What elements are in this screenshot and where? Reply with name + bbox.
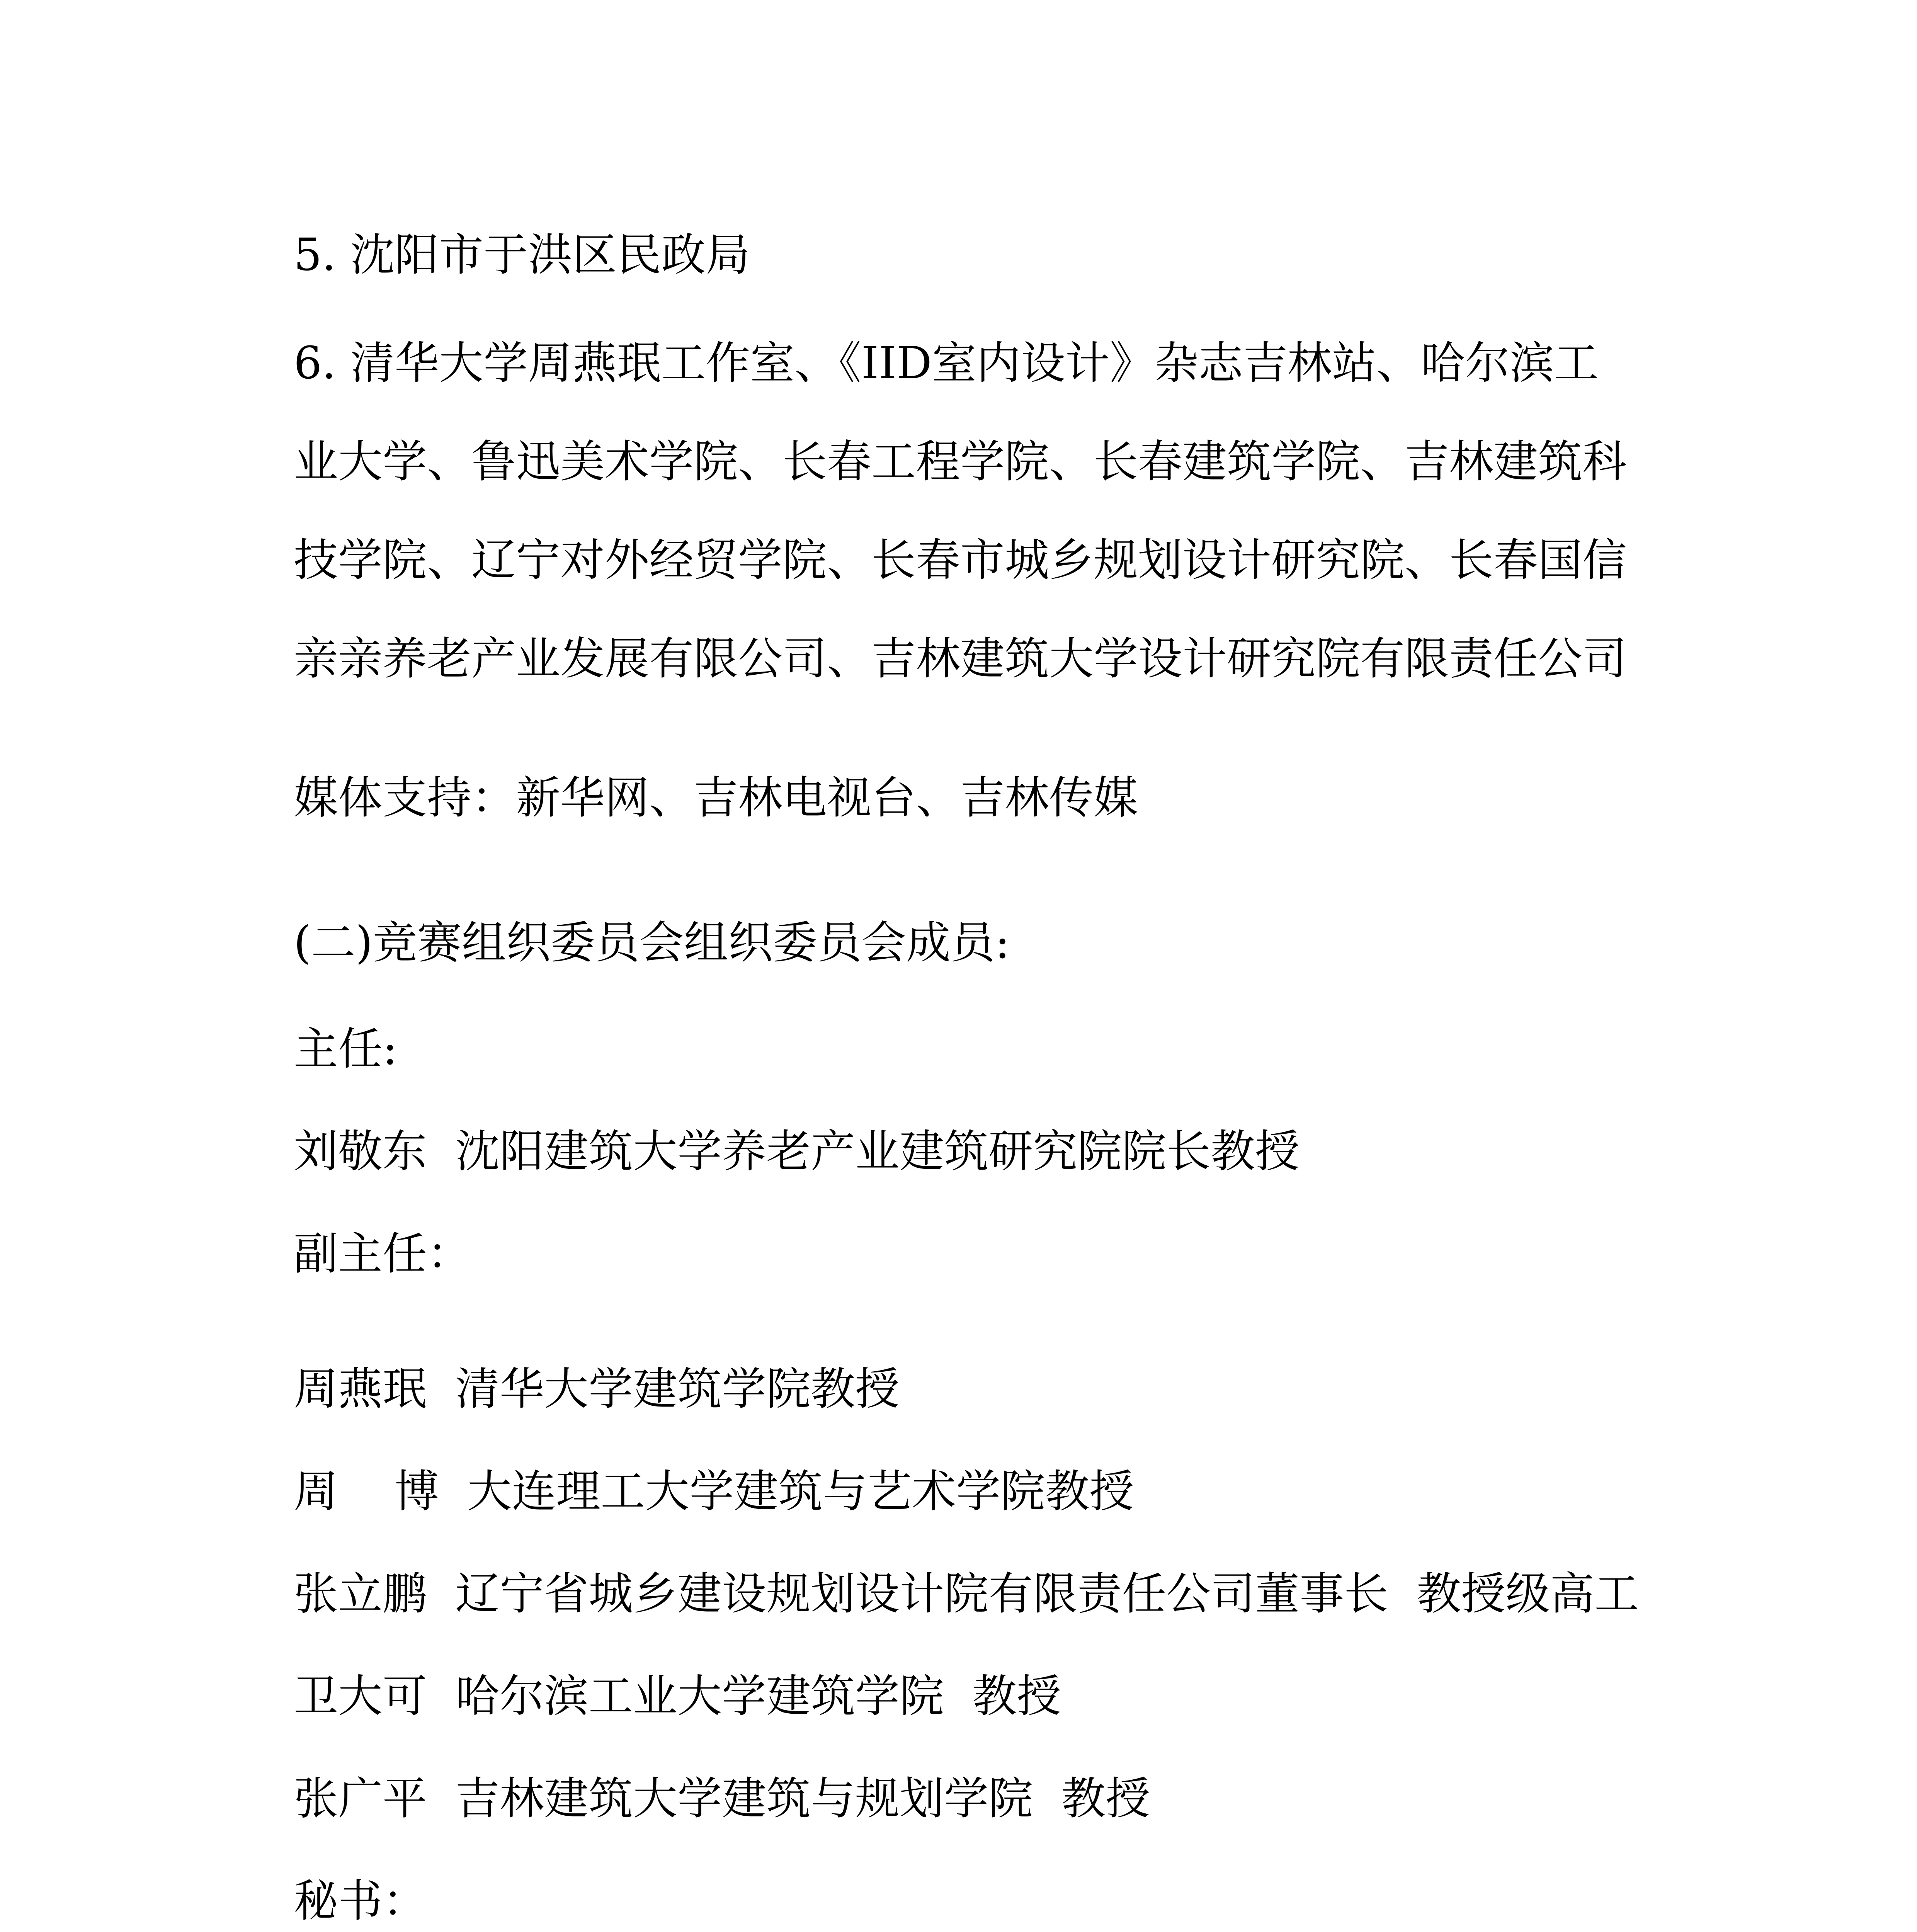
secretary-label: 秘书： bbox=[294, 1875, 427, 1927]
deputy-entry-1: 周燕珉 清华大学建筑学院教授 bbox=[294, 1363, 900, 1415]
deputy-entry-3: 张立鹏 辽宁省城乡建设规划设计院有限责任公司董事长 教授级高工 bbox=[294, 1568, 1639, 1620]
sponsor-item-6-line-1: 6. 清华大学周燕珉工作室、《IID室内设计》杂志吉林站、哈尔滨工 bbox=[294, 337, 1599, 389]
deputy-entry-2: 周 博 大连理工大学建筑与艺术学院教授 bbox=[294, 1466, 1134, 1517]
deputy-entry-4: 卫大可 哈尔滨工业大学建筑学院 教授 bbox=[294, 1670, 1061, 1722]
sponsor-item-5: 5. 沈阳市于洪区民政局 bbox=[294, 229, 750, 281]
sponsor-item-6-line-2: 业大学、鲁迅美术学院、长春工程学院、长春建筑学院、吉林建筑科 bbox=[294, 436, 1627, 488]
director-entry: 刘敬东 沈阳建筑大学养老产业建筑研究院院长教授 bbox=[294, 1126, 1300, 1177]
director-label: 主任: bbox=[294, 1023, 398, 1075]
sponsor-item-6-line-3: 技学院、辽宁对外经贸学院、长春市城乡规划设计研究院、长春国信 bbox=[294, 534, 1627, 586]
media-support: 媒体支持：新华网、吉林电视台、吉林传媒 bbox=[294, 772, 1138, 824]
deputy-entry-5: 张广平 吉林建筑大学建筑与规划学院 教授 bbox=[294, 1773, 1150, 1825]
sponsor-item-6-line-4: 亲亲养老产业发展有限公司、吉林建筑大学设计研究院有限责任公司 bbox=[294, 633, 1627, 685]
section-heading-committee: (二)竞赛组织委员会组织委员会成员: bbox=[294, 917, 1010, 969]
deputy-director-label: 副主任： bbox=[294, 1228, 472, 1280]
